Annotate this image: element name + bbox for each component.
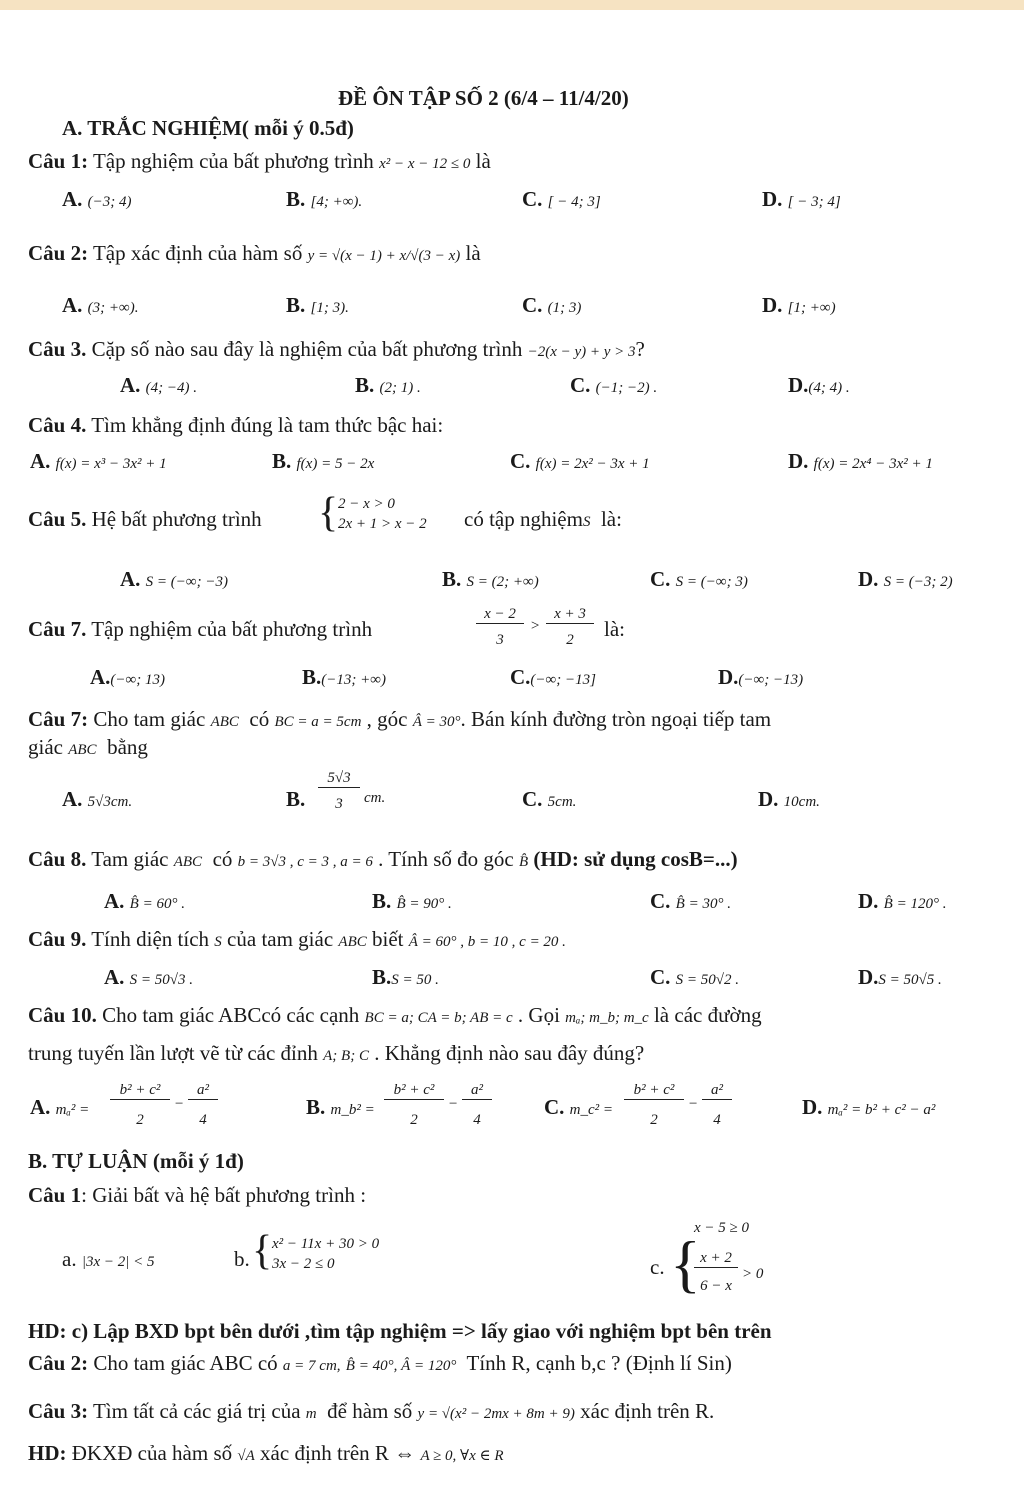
q5-choice-d[interactable]: D. S = (−3; 2) bbox=[858, 567, 953, 591]
q10-a-num: b² + c² bbox=[110, 1082, 170, 1100]
q10-c-den: 2 bbox=[650, 1112, 658, 1128]
q3-choice-a[interactable]: A. (4; −4) . bbox=[120, 373, 198, 397]
q5-tail: có tập nghiệmS là: bbox=[464, 507, 622, 531]
question-1 bbox=[28, 148, 491, 177]
q5-choice-c[interactable]: C. S = (−∞; 3) bbox=[650, 567, 748, 591]
q1-choice-b[interactable]: B. [4; +∞). bbox=[286, 187, 363, 211]
q9-choice-a[interactable]: A. S = 50√3 . bbox=[104, 965, 194, 989]
q10-b-minus: − bbox=[448, 1096, 459, 1112]
question-10-line2: trung tuyến lần lượt vẽ từ các đỉnh A; B; C . Khẳng định nào sau đây đúng? bbox=[28, 1041, 645, 1065]
q7b-choice-d[interactable]: D. 10cm. bbox=[758, 787, 820, 811]
q1-end: là bbox=[475, 149, 491, 173]
question-8: Câu 8. Tam giác ABC có b = 3√3 , c = 3 , a = 6 . Tính số đo góc B̂ (HD: sử dụng cosB=...) bbox=[28, 847, 738, 871]
question-7b-line2: giác ABC bằng bbox=[28, 735, 148, 759]
q7b-b-num: 5√3 bbox=[318, 770, 360, 788]
question-5: Câu 5. Hệ bất phương trình bbox=[28, 507, 262, 531]
q8-choice-a[interactable]: A. B̂ = 60° . bbox=[104, 889, 185, 913]
q7a-choice-b[interactable]: B.(−13; +∞) bbox=[302, 665, 386, 689]
hint-1: HD: c) Lập BXD bpt bên dưới ,tìm tập nghiệm => lấy giao với nghiệm bpt bên trên bbox=[28, 1319, 772, 1343]
q10-c-den2: 4 bbox=[713, 1112, 721, 1128]
q1-label: Câu 1: bbox=[28, 149, 89, 173]
q10-choice-b[interactable]: B. m_b² = bbox=[306, 1095, 375, 1119]
q7a-choice-d[interactable]: D.(−∞; −13) bbox=[718, 665, 804, 689]
q7a-choice-c[interactable]: C.(−∞; −13] bbox=[510, 665, 596, 689]
q5-choice-a[interactable]: A. S = (−∞; −3) bbox=[120, 567, 228, 591]
question-7a: Câu 7. Tập nghiệm của bất phương trình bbox=[28, 617, 373, 641]
essay-1c-label: c. bbox=[650, 1255, 665, 1279]
q7a-frac1-num: x − 2 bbox=[476, 606, 524, 624]
q8-choice-c[interactable]: C. B̂ = 30° . bbox=[650, 889, 731, 913]
q7a-frac1-den: 3 bbox=[496, 632, 504, 648]
q4-choice-d[interactable]: D. f(x) = 2x⁴ − 3x² + 1 bbox=[788, 449, 933, 473]
q10-a-num2: a² bbox=[188, 1082, 218, 1100]
hint-2: HD: ĐKXĐ của hàm số √A xác định trên R ⇔ A ≥ 0, ∀x ∈ R bbox=[28, 1441, 504, 1465]
q10-a-den: 2 bbox=[136, 1112, 144, 1128]
q9-choice-d[interactable]: D.S = 50√5 . bbox=[858, 965, 942, 989]
q10-b-den: 2 bbox=[410, 1112, 418, 1128]
question-9: Câu 9. Tính diện tích S của tam giác ABC biết Â = 60° , b = 10 , c = 20 . bbox=[28, 927, 566, 951]
q10-a-den2: 4 bbox=[199, 1112, 207, 1128]
q2-choice-b[interactable]: B. [1; 3). bbox=[286, 293, 349, 317]
question-7b: Câu 7: Cho tam giác ABC có BC = a = 5cm , góc Â = 30°. Bán kính đường tròn ngoại tiếp tam bbox=[28, 707, 772, 731]
q4-choice-b[interactable]: B. f(x) = 5 − 2x bbox=[272, 449, 375, 473]
q1-text: Tập nghiệm của bất phương trình bbox=[92, 149, 374, 173]
q3-choice-d[interactable]: D.(4; 4) . bbox=[788, 373, 850, 397]
top-edge-bar bbox=[0, 0, 1024, 10]
q1-choice-c[interactable]: C. [ − 4; 3] bbox=[522, 187, 601, 211]
q3-choice-c[interactable]: C. (−1; −2) . bbox=[570, 373, 658, 397]
q10-choice-a[interactable]: A. mₐ² = bbox=[30, 1095, 90, 1119]
q7a-end: là: bbox=[604, 617, 625, 641]
essay-1a: a. |3x − 2| < 5 bbox=[62, 1247, 155, 1271]
question-10: Câu 10. Cho tam giác ABCcó các cạnh BC = a; CA = b; AB = c . Gọi mₐ; m_b; m_c là các đường bbox=[28, 1003, 762, 1027]
q4-choice-c[interactable]: C. f(x) = 2x² − 3x + 1 bbox=[510, 449, 650, 473]
essay-1b-system: x² − 11x + 30 > 0 3x − 2 ≤ 0 bbox=[272, 1236, 380, 1272]
essay-2: Câu 2: Cho tam giác ABC có a = 7 cm, B̂ = 40°, Â = 120° Tính R, cạnh b,c ? (Định lí Sin) bbox=[28, 1351, 732, 1375]
q4-choice-a[interactable]: A. f(x) = x³ − 3x² + 1 bbox=[30, 449, 167, 473]
q7b-b-den: 3 bbox=[335, 796, 343, 812]
q7b-choice-c[interactable]: C. 5cm. bbox=[522, 787, 577, 811]
q8-choice-b[interactable]: B. B̂ = 90° . bbox=[372, 889, 452, 913]
q2-choice-c[interactable]: C. (1; 3) bbox=[522, 293, 582, 317]
q3-choice-b[interactable]: B. (2; 1) . bbox=[355, 373, 421, 397]
q10-a-minus: − bbox=[174, 1096, 185, 1112]
q1-math: x² − x − 12 ≤ 0 bbox=[379, 156, 471, 172]
question-3: Câu 3. Cặp số nào sau đây là nghiệm của bất phương trình −2(x − y) + y > 3? bbox=[28, 337, 645, 361]
q10-choice-c[interactable]: C. m_c² = bbox=[544, 1095, 614, 1119]
q10-b-num: b² + c² bbox=[384, 1082, 444, 1100]
q2-math: y = √(x − 1) + x/√(3 − x) bbox=[307, 248, 461, 264]
q10-c-num2: a² bbox=[702, 1082, 732, 1100]
essay-1c-gt: > 0 bbox=[742, 1266, 764, 1282]
q9-choice-b[interactable]: B.S = 50 . bbox=[372, 965, 439, 989]
essay-1b-brace: { bbox=[252, 1228, 273, 1274]
q10-b-den2: 4 bbox=[473, 1112, 481, 1128]
section-a-heading: A. TRẮC NGHIỆM( mỗi ý 0.5đ) bbox=[62, 116, 354, 140]
q7a-choice-a[interactable]: A.(−∞; 13) bbox=[90, 665, 165, 689]
q7a-op: > bbox=[530, 618, 541, 634]
q10-c-minus: − bbox=[688, 1096, 699, 1112]
q10-b-num2: a² bbox=[462, 1082, 492, 1100]
essay-1c-brace: { bbox=[670, 1228, 701, 1299]
essay-3: Câu 3: Tìm tất cả các giá trị của m để hàm số y = √(x² − 2mx + 8m + 9) xác định trên R. bbox=[28, 1399, 715, 1423]
q1-choice-d[interactable]: D. [ − 3; 4] bbox=[762, 187, 841, 211]
q1-choice-a[interactable]: A. (−3; 4) bbox=[62, 187, 132, 211]
q7a-frac2-num: x + 3 bbox=[546, 606, 594, 624]
essay-1c-den: 6 − x bbox=[700, 1278, 732, 1294]
q5-brace: { bbox=[318, 490, 339, 536]
essay-1c-num: x + 2 bbox=[694, 1250, 738, 1268]
essay-1c-row1: x − 5 ≥ 0 bbox=[694, 1220, 750, 1236]
essay-1b-label: b. bbox=[234, 1247, 250, 1271]
q2-choice-a[interactable]: A. (3; +∞). bbox=[62, 293, 139, 317]
question-4: Câu 4. Tìm khẳng định đúng là tam thức bậc hai: bbox=[28, 413, 444, 437]
q7b-b-unit: cm. bbox=[364, 790, 386, 806]
page-title: ĐỀ ÔN TẬP SỐ 2 (6/4 – 11/4/20) bbox=[338, 86, 629, 110]
question-2: Câu 2: Tập xác định của hàm số y = √(x − 1) + x/√(3 − x) là bbox=[28, 241, 481, 265]
q8-choice-d[interactable]: D. B̂ = 120° . bbox=[858, 889, 947, 913]
essay-1: Câu 1: Giải bất và hệ bất phương trình : bbox=[28, 1183, 367, 1207]
q5-choice-b[interactable]: B. S = (2; +∞) bbox=[442, 567, 539, 591]
q9-choice-c[interactable]: C. S = 50√2 . bbox=[650, 965, 740, 989]
q10-choice-d[interactable]: D. mₐ² = b² + c² − a² bbox=[802, 1095, 936, 1119]
q7b-choice-a[interactable]: A. 5√3cm. bbox=[62, 787, 133, 811]
q2-choice-d[interactable]: D. [1; +∞) bbox=[762, 293, 836, 317]
q5-system: 2 − x > 0 2x + 1 > x − 2 bbox=[338, 496, 427, 532]
q7b-choice-b[interactable]: B. bbox=[286, 787, 306, 811]
q7a-frac2-den: 2 bbox=[566, 632, 574, 648]
section-b-heading: B. TỰ LUẬN (mỗi ý 1đ) bbox=[28, 1149, 244, 1173]
q10-c-num: b² + c² bbox=[624, 1082, 684, 1100]
